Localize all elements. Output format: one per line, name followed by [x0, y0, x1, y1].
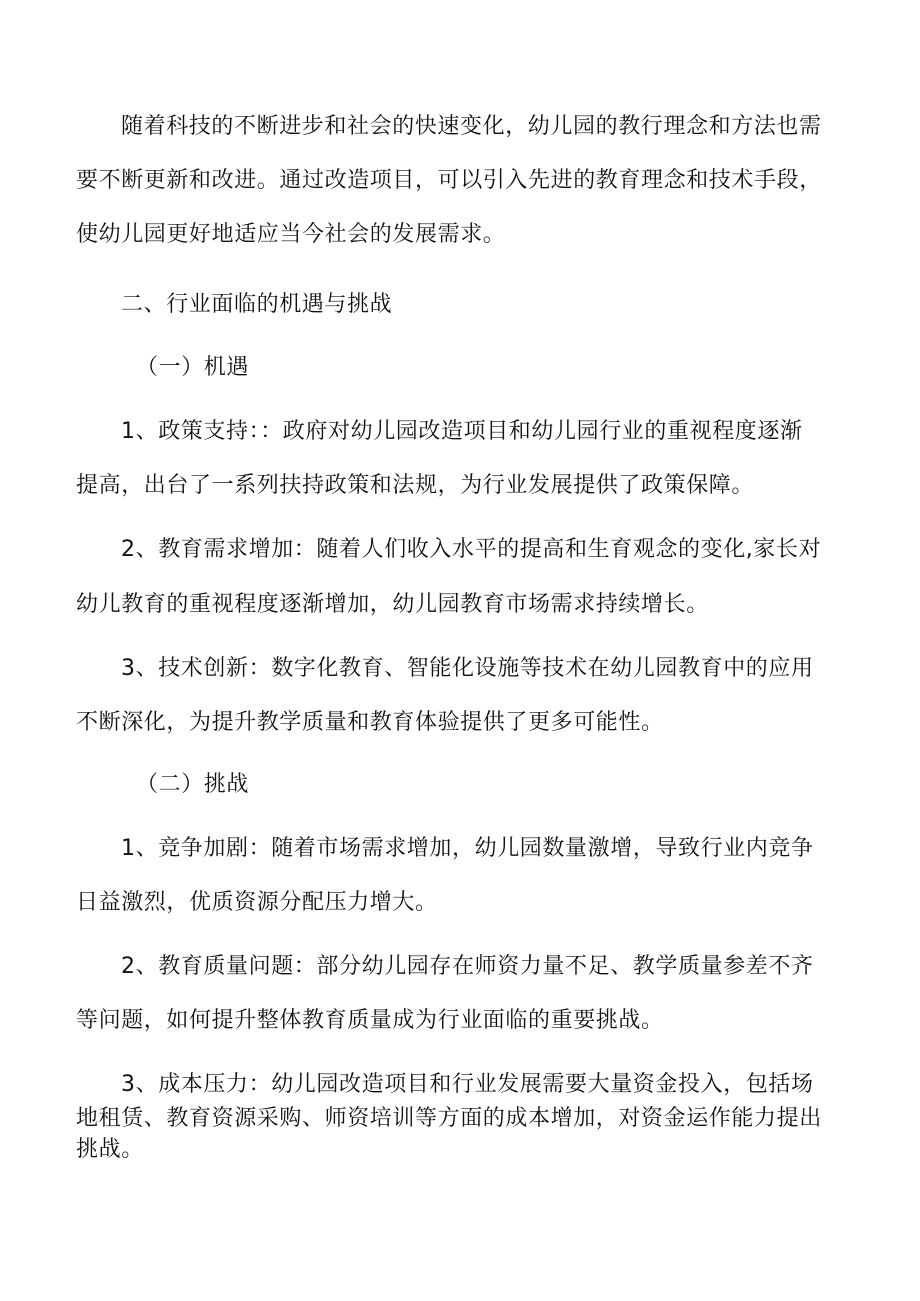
item-demand-line-1: 2、教育需求增加：随着人们收入水平的提高和生育观念的变化,家长对 — [121, 537, 822, 562]
item-cost-line-3: 挑战。 — [76, 1137, 144, 1162]
item-cost-line-2: 地租赁、教育资源采购、师资培训等方面的成本增加，对资金运作能力提出 — [76, 1106, 822, 1131]
paragraph-1-line-2: 要不断更新和改进。通过改造项目，可以引入先进的教育理念和技术手段， — [76, 168, 822, 193]
item-cost-line-1: 3、成本压力：幼儿园改造项目和行业发展需要大量资金投入，包括场 — [121, 1072, 814, 1097]
item-technology-line-1: 3、技术创新：数字化教育、智能化设施等技术在幼儿园教育中的应用 — [121, 656, 814, 681]
item-policy-line-2: 提高，出台了一系列扶持政策和法规，为行业发展提供了政策保障。 — [76, 473, 755, 498]
item-competition-line-1: 1、竞争加剧：随着市场需求增加，幼儿园数量激增，导致行业内竞争 — [121, 836, 814, 861]
section-heading-opportunities-challenges: 二、行业面临的机遇与挑战 — [121, 292, 393, 317]
subheading-challenges: （二）挑战 — [136, 772, 250, 797]
item-competition-line-2: 日益激烈，优质资源分配压力增大。 — [76, 890, 438, 915]
paragraph-1-line-1: 随着科技的不断进步和社会的快速变化，幼儿园的教行理念和方法也需 — [121, 114, 822, 139]
paragraph-1-line-3: 使幼儿园更好地适应当今社会的发展需求。 — [76, 222, 506, 247]
item-quality-line-1: 2、教育质量问题：部分幼儿园存在师资力量不足、教学质量参差不齐 — [121, 954, 814, 979]
item-technology-line-2: 不断深化，为提升教学质量和教育体验提供了更多可能性。 — [76, 710, 664, 735]
item-quality-line-2: 等问题，如何提升整体教育质量成为行业面临的重要挑战。 — [76, 1008, 664, 1033]
subheading-opportunities: （一）机遇 — [136, 355, 250, 380]
item-demand-line-2: 幼儿教育的重视程度逐渐增加，幼儿园教育市场需求持续增长。 — [76, 592, 709, 617]
item-policy-line-1: 1、政策支持：：政府对幼儿园改造项目和幼儿园行业的重视程度逐渐 — [121, 419, 803, 444]
